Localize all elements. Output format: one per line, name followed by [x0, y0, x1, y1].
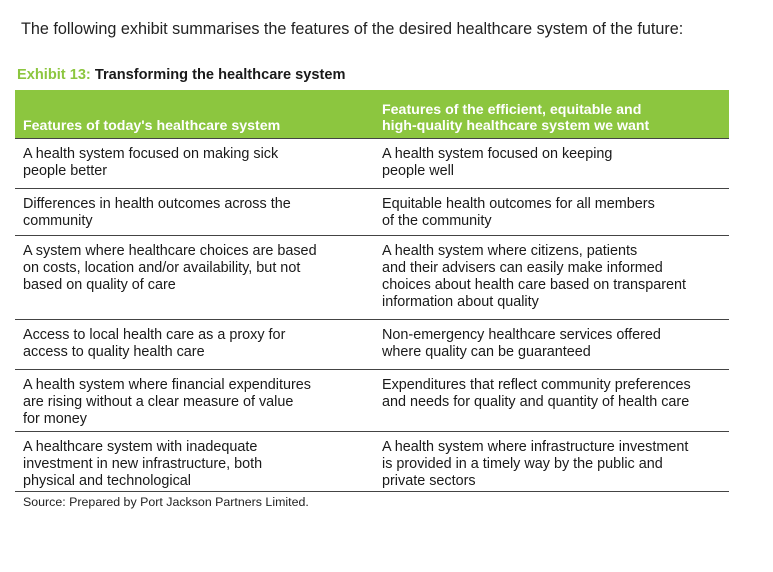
table-row	[15, 432, 729, 492]
cell-line: and their advisers can easily make informed	[382, 260, 663, 276]
cell-line: of the community	[382, 213, 492, 229]
table-row	[15, 236, 729, 320]
table-header	[15, 90, 729, 139]
cell-future	[374, 139, 729, 188]
cell-line: people well	[382, 163, 455, 179]
cell-today	[15, 139, 374, 188]
cell-line: A health system where citizens, patients	[382, 243, 638, 259]
cell-line: and needs for quality and quantity of health care	[382, 394, 690, 410]
cell-line: people better	[23, 163, 108, 179]
exhibit-title	[17, 67, 345, 83]
exhibit-title-text: Transforming the healthcare system	[90, 67, 346, 83]
cell-line: Access to local health care as a proxy for	[23, 327, 286, 343]
cell-line: private sectors	[382, 473, 476, 489]
cell-line: investment in new infrastructure, both	[23, 456, 263, 472]
cell-line: A system where healthcare choices are based	[23, 243, 317, 259]
cell-line: Differences in health outcomes across the	[23, 196, 291, 212]
header-future	[374, 90, 729, 138]
cell-future	[374, 236, 729, 319]
header-today-line: Features of today's healthcare system	[23, 118, 281, 134]
table-row	[15, 139, 729, 189]
cell-line: is provided in a timely way by the public and	[382, 456, 663, 472]
cell-today	[15, 189, 374, 235]
cell-line: A healthcare system with inadequate	[23, 439, 258, 455]
cell-line: physical and technological	[23, 473, 192, 489]
table-row	[15, 370, 729, 432]
cell-line: A health system focused on making sick	[23, 146, 279, 162]
cell-future	[374, 320, 729, 369]
cell-future	[374, 432, 729, 491]
cell-line: on costs, location and/or availability, but not	[23, 260, 301, 276]
cell-line: A health system where financial expenditures	[23, 377, 311, 393]
table-row	[15, 320, 729, 370]
cell-line: choices about health care based on transparent	[382, 277, 687, 293]
table-row	[15, 189, 729, 236]
cell-line: are rising without a clear measure of value	[23, 394, 294, 410]
cell-line: access to quality health care	[23, 344, 205, 360]
cell-line: A health system where infrastructure investment	[382, 439, 689, 455]
cell-line: Equitable health outcomes for all members	[382, 196, 655, 212]
exhibit-number: Exhibit 13:	[17, 67, 91, 83]
cell-line: Expenditures that reflect community preferences	[382, 377, 691, 393]
header-future-line: Features of the efficient, equitable and	[382, 102, 642, 118]
header-today	[15, 90, 374, 138]
cell-today	[15, 370, 374, 431]
cell-future	[374, 189, 729, 235]
cell-line: community	[23, 213, 93, 229]
header-future-line: high-quality healthcare system we want	[382, 118, 650, 134]
cell-line: based on quality of care	[23, 277, 176, 293]
cell-future	[374, 370, 729, 431]
cell-line: where quality can be guaranteed	[382, 344, 591, 360]
cell-today	[15, 236, 374, 319]
cell-line: A health system focused on keeping	[382, 146, 613, 162]
features-table	[15, 90, 729, 492]
cell-today	[15, 432, 374, 491]
source-note: Source: Prepared by Port Jackson Partners Limited.	[23, 495, 309, 509]
cell-line: for money	[23, 411, 87, 427]
cell-today	[15, 320, 374, 369]
cell-line: information about quality	[382, 294, 539, 310]
cell-line: Non-emergency healthcare services offered	[382, 327, 661, 343]
intro-text: The following exhibit summarises the features of the desired healthcare system of the future:	[21, 20, 684, 38]
